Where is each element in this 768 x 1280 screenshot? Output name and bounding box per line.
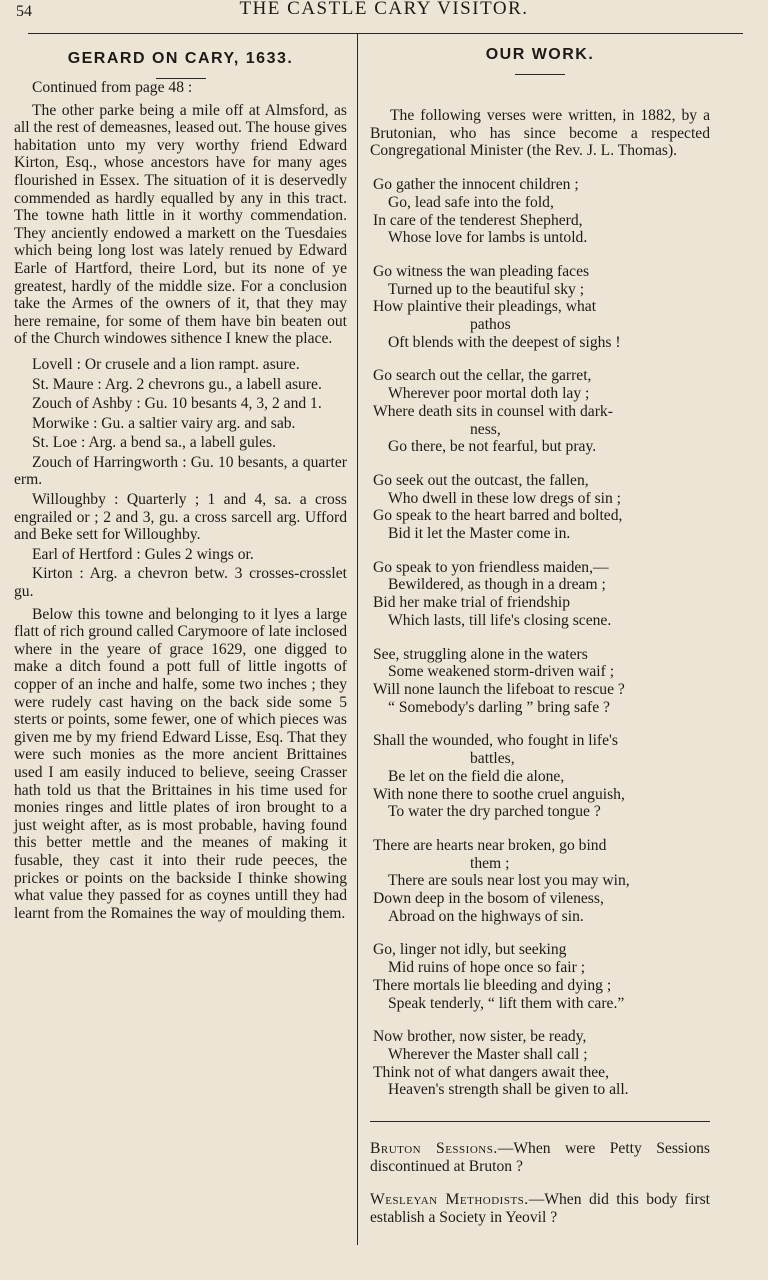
page-number: 54 — [16, 3, 32, 20]
section-rule — [370, 1121, 710, 1122]
column-divider — [357, 33, 358, 1245]
verse-line: Down deep in the bosom of vileness, — [373, 890, 604, 908]
continued-note: Continued from page 48 : — [32, 79, 193, 96]
left-column — [14, 46, 347, 922]
verse-line: Go search out the cellar, the garret, — [373, 367, 592, 385]
verse-line: Wherever the Master shall call ; — [388, 1045, 588, 1063]
publication-title: THE CASTLE CARY VISITOR. — [239, 0, 529, 19]
verse-line: Oft blends with the deepest of sighs ! — [388, 333, 621, 351]
verse-line: Wherever poor mortal doth lay ; — [388, 385, 590, 403]
arms-entry: Kirton : Arg. a chevron betw. 3 crosses-crosslet gu. — [14, 565, 347, 601]
verse-line: There are hearts near broken, go bind — [373, 836, 607, 854]
stanza-9 — [370, 941, 710, 1012]
verse-line: Shall the wounded, who fought in life's — [373, 732, 618, 750]
verse-line: With none there to soothe cruel anguish, — [373, 785, 625, 803]
stanza-6 — [370, 646, 710, 717]
arms-entry: Zouch of Harringworth : Gu. 10 besants, a quarter erm. — [14, 453, 347, 489]
header-rule — [28, 33, 743, 34]
verse-line: Abroad on the highways of sin. — [388, 907, 584, 925]
arms-entry: St. Maure : Arg. 2 chevrons gu., a labell asure. — [32, 375, 322, 393]
query-text: —When did this body first establish a Society in Yeovil ? — [370, 1191, 710, 1227]
running-header — [0, 0, 768, 22]
verse-line: Will none launch the lifeboat to rescue ? — [373, 680, 625, 698]
stanza-10 — [370, 1028, 710, 1099]
armorial-list — [14, 356, 347, 601]
verse-line: Go speak to yon friendless maiden,— — [373, 558, 609, 576]
arms-entry: St. Loe : Arg. a bend sa., a labell gules. — [32, 434, 276, 452]
query-bruton-sessions — [370, 1140, 710, 1175]
verse-line-continuation: them ; — [470, 854, 510, 872]
verse-line: Mid ruins of hope once so fair ; — [388, 959, 586, 977]
verse-line: Bid her make trial of friendship — [373, 594, 571, 612]
paragraph-park: The other parke being a mile off at Almsford, as all the rest of demeasnes, leased out. The house gives habitation unto my very worthy friend Edward Kirton, Esq., whose ancestors have for many ages flourished in Essex. The situation of it is deservedly commended as hardly equalled by any in this tract. The towne hath little in it worthy commendation. They anciently endowed a markett on the Tuesdaies which being long lost was lately renued by Edward Earle of Hartford, theire Lord, but its none of ye greatest, hardly of the middle size. For a conclusion take the Armes of the owners of it, that they may here remaine, for some of them have bin beaten out of the Church windowes sithence I knew the place. — [14, 101, 347, 348]
verse-line: Bid it let the Master come in. — [388, 525, 571, 543]
heading-rule — [515, 74, 565, 75]
verse-line: Go seek out the outcast, the fallen, — [373, 471, 589, 489]
verse-line: Turned up to the beautiful sky ; — [388, 280, 585, 298]
verse-line-continuation: ness, — [470, 420, 501, 438]
stanza-3 — [370, 367, 710, 456]
verse-line: Where death sits in counsel with dark- — [373, 402, 613, 420]
verse-line: There are souls near lost you may win, — [388, 872, 630, 890]
verse-line: Go speak to the heart barred and bolted, — [373, 507, 623, 525]
stanza-8 — [370, 837, 710, 926]
verse-line: Bewildered, as though in a dream ; — [388, 576, 606, 594]
verse-line: Go, linger not idly, but seeking — [373, 941, 567, 959]
verse-line: Whose love for lambs is untold. — [388, 229, 588, 247]
stanza-1 — [370, 176, 710, 247]
article-body — [14, 79, 347, 922]
paragraph-carymoore: Below this towne and belonging to it lyes a large flatt of rich ground called Carymoore of late inclosed where in the yeare of grace 1629, one digged to make a ditch found a pott full of little ingotts of copper of an inche and halfe, some two inches ; they were rudely cast having on the back side some 5 sterts or points, some fewer, one of which pieces was given me by my friend Edward Lisse, Esq. That they were such monies as the more ancient Brittaines used I am easily induced to believe, seeing Crasser hath told us that the Brittaines in his time used for monies ringes and little plates of iron brought to a just weight after, as is most probable, having found this better mettle and the meanes of making it fusable, they cast it into their rude peeces, the prickes or points on the backside I thinke showing what value they passed for as coynes untill they had learnt from the Romaines the way of moulding them. — [14, 605, 347, 922]
poem-intro: The following verses were written, in 1882, by a Brutonian, who has since become a respected Congregational Minister (the Rev. J. L. Thomas). — [370, 107, 710, 160]
stanza-2 — [370, 263, 710, 352]
verse-line: See, struggling alone in the waters — [373, 645, 588, 663]
verse-line: Who dwell in these low dregs of sin ; — [388, 489, 622, 507]
query-wesleyan-methodists — [370, 1191, 710, 1226]
verse-line: Which lasts, till life's closing scene. — [388, 611, 612, 629]
verse-line: Be let on the field die alone, — [388, 767, 565, 785]
verse-line: How plaintive their pleadings, what — [373, 298, 597, 316]
verse-line: There mortals lie bleeding and dying ; — [373, 976, 612, 994]
verse-line: In care of the tenderest Shepherd, — [373, 211, 583, 229]
query-label: Bruton Sessions. — [370, 1140, 498, 1158]
arms-entry: Willoughby : Quarterly ; 1 and 4, sa. a cross engrailed or ; 2 and 3, gu. a cross sarcell arg. Ufford and Beke sett for Willoughby. — [14, 491, 347, 544]
queries — [370, 1140, 710, 1227]
stanza-4 — [370, 472, 710, 543]
arms-entry: Lovell : Or crusele and a lion rampt. asure. — [32, 355, 300, 373]
stanza-7 — [370, 732, 710, 821]
poem — [370, 107, 710, 1099]
verse-line: Go there, be not fearful, but pray. — [388, 438, 597, 456]
verse-line: To water the dry parched tongue ? — [388, 803, 601, 821]
article-heading-gerard: GERARD ON CARY, 1633. — [67, 50, 294, 67]
verse-line: Speak tenderly, “ lift them with care.” — [388, 994, 625, 1012]
verse-line: Now brother, now sister, be ready, — [373, 1028, 587, 1046]
verse-line: Think not of what dangers await thee, — [373, 1063, 610, 1081]
query-label: Wesleyan Methodists. — [370, 1191, 529, 1209]
arms-entry: Earl of Hertford : Gules 2 wings or. — [32, 545, 254, 563]
verse-line-continuation: pathos — [470, 316, 511, 334]
query-text: —When were Petty Sessions discontinued at Bruton ? — [370, 1140, 710, 1175]
verse-line: Go gather the innocent children ; — [373, 176, 579, 194]
verse-line: Some weakened storm-driven waif ; — [388, 663, 615, 681]
right-column — [370, 46, 710, 1243]
arms-entry: Zouch of Ashby : Gu. 10 besants 4, 3, 2 and 1. — [32, 395, 322, 413]
article-heading-our-work: OUR WORK. — [485, 46, 595, 63]
verse-line-continuation: battles, — [470, 750, 515, 768]
verse-line: Go witness the wan pleading faces — [373, 262, 590, 280]
verse-line: Heaven's strength shall be given to all. — [388, 1081, 629, 1099]
verse-line: “ Somebody's darling ” bring safe ? — [388, 698, 610, 716]
arms-entry: Morwike : Gu. a saltier vairy arg. and sab. — [32, 414, 296, 432]
verse-line: Go, lead safe into the fold, — [388, 193, 554, 211]
stanza-5 — [370, 559, 710, 630]
